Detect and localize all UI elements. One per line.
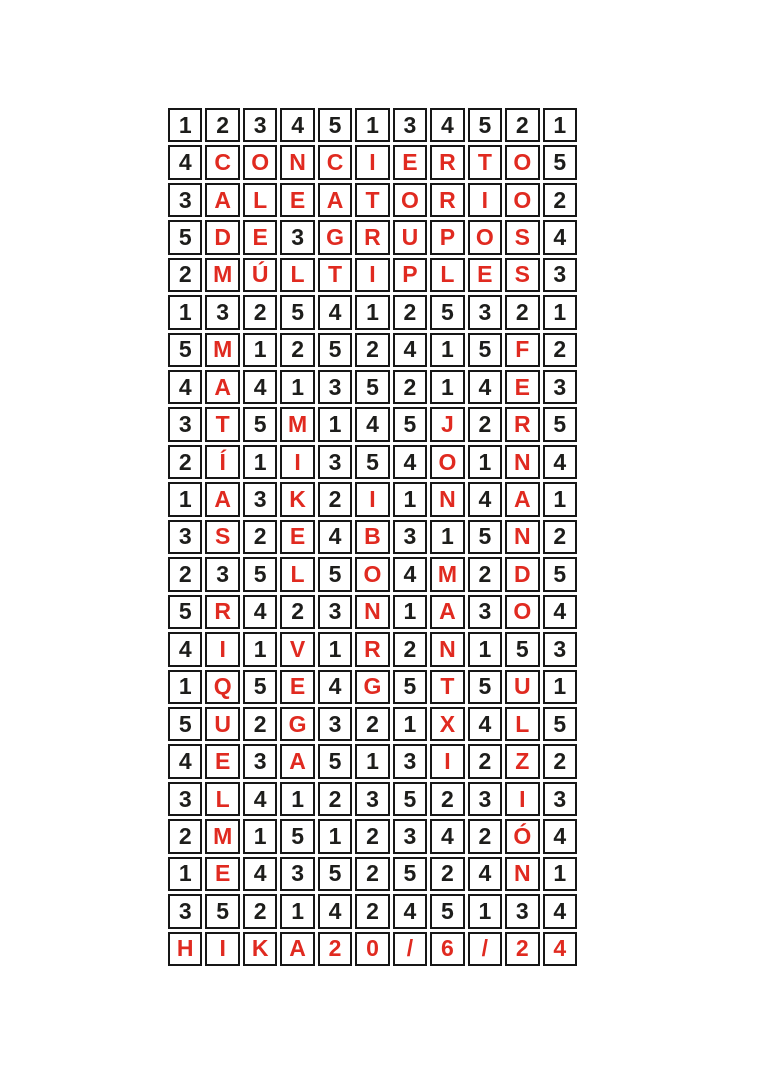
grid-cell: A [205,370,239,404]
grid-cell: 2 [355,894,389,928]
grid-cell: I [205,932,239,966]
grid-cell: 5 [318,333,352,367]
grid-cell: T [318,258,352,292]
grid-cell: 5 [243,407,277,441]
grid-cell: 4 [543,220,577,254]
grid-cell: 2 [393,370,427,404]
grid-cell: 1 [318,632,352,666]
grid-cell: K [280,482,314,516]
grid-cell: 1 [543,670,577,704]
grid-cell: T [355,183,389,217]
grid-cell: N [505,857,539,891]
grid-cell: I [430,744,464,778]
grid-cell: L [430,258,464,292]
grid-cell: 4 [393,333,427,367]
grid-cell: 1 [468,445,502,479]
grid-cell: 3 [168,183,202,217]
grid-cell: 2 [543,744,577,778]
grid-cell: P [393,258,427,292]
grid-cell: E [205,744,239,778]
grid-cell: 2 [205,108,239,142]
grid-cell: G [355,670,389,704]
grid-cell: R [355,220,389,254]
grid-cell: 1 [543,108,577,142]
grid-cell: 5 [168,220,202,254]
grid-cell: 2 [280,595,314,629]
grid-cell: 2 [168,557,202,591]
grid-cell: 4 [468,370,502,404]
grid-cell: 2 [468,744,502,778]
grid-cell: 5 [430,894,464,928]
grid-cell: 3 [543,632,577,666]
grid-cell: U [393,220,427,254]
number-letter-puzzle-grid [168,108,577,966]
grid-cell: 3 [543,370,577,404]
grid-cell: 5 [318,857,352,891]
grid-cell: 5 [243,557,277,591]
grid-cell: H [168,932,202,966]
grid-cell: I [280,445,314,479]
grid-cell: 4 [168,370,202,404]
grid-cell: 4 [430,108,464,142]
grid-cell: 2 [280,333,314,367]
grid-cell: 3 [243,108,277,142]
grid-cell: 2 [243,707,277,741]
grid-cell: M [430,557,464,591]
grid-cell: N [430,632,464,666]
grid-cell: 2 [393,295,427,329]
grid-cell: 5 [318,557,352,591]
grid-cell: 2 [318,482,352,516]
grid-cell: R [430,145,464,179]
grid-cell: M [205,258,239,292]
grid-cell: O [468,220,502,254]
grid-cell: 3 [243,744,277,778]
grid-cell: 5 [393,670,427,704]
grid-cell: 2 [468,557,502,591]
grid-cell: 3 [168,894,202,928]
grid-cell: 3 [355,782,389,816]
grid-cell: I [355,482,389,516]
grid-cell: 2 [393,632,427,666]
grid-cell: S [205,520,239,554]
grid-cell: 5 [468,333,502,367]
grid-cell: I [468,183,502,217]
grid-cell: E [280,520,314,554]
grid-cell: E [243,220,277,254]
grid-cell: / [393,932,427,966]
grid-cell: 1 [393,707,427,741]
grid-cell: 3 [168,407,202,441]
grid-cell: 5 [168,707,202,741]
grid-cell: 4 [543,445,577,479]
grid-cell: 3 [468,295,502,329]
grid-cell: 3 [318,445,352,479]
grid-cell: 3 [243,482,277,516]
grid-cell: M [280,407,314,441]
grid-cell: F [505,333,539,367]
grid-cell: 1 [243,333,277,367]
grid-cell: E [468,258,502,292]
grid-cell: 4 [280,108,314,142]
grid-cell: Z [505,744,539,778]
grid-cell: 3 [505,894,539,928]
grid-cell: I [505,782,539,816]
grid-cell: N [505,445,539,479]
grid-cell: 1 [468,894,502,928]
grid-cell: 1 [243,632,277,666]
grid-cell: 5 [393,782,427,816]
grid-cell: 4 [243,370,277,404]
grid-cell: C [318,145,352,179]
grid-cell: 1 [393,595,427,629]
grid-cell: 2 [168,445,202,479]
grid-cell: 5 [543,145,577,179]
grid-cell: R [205,595,239,629]
grid-cell: 1 [355,108,389,142]
grid-cell: 4 [468,707,502,741]
grid-cell: 3 [393,744,427,778]
grid-cell: A [505,482,539,516]
grid-cell: 1 [243,445,277,479]
grid-cell: 5 [318,744,352,778]
grid-cell: 2 [318,932,352,966]
grid-cell: 5 [468,108,502,142]
grid-cell: L [205,782,239,816]
grid-cell: 3 [318,370,352,404]
grid-cell: 2 [168,258,202,292]
grid-cell: O [505,183,539,217]
grid-cell: 3 [468,782,502,816]
grid-cell: N [280,145,314,179]
grid-cell: 4 [168,145,202,179]
grid-cell: T [468,145,502,179]
grid-cell: R [505,407,539,441]
grid-cell: Q [205,670,239,704]
grid-cell: 2 [243,520,277,554]
grid-cell: I [355,145,389,179]
grid-cell: U [505,670,539,704]
grid-cell: 5 [205,894,239,928]
grid-cell: 2 [505,295,539,329]
grid-cell: R [430,183,464,217]
grid-cell: 2 [243,894,277,928]
grid-cell: 5 [280,819,314,853]
grid-cell: 1 [355,295,389,329]
grid-cell: 1 [543,482,577,516]
grid-cell: L [280,557,314,591]
grid-cell: 0 [355,932,389,966]
grid-cell: B [355,520,389,554]
grid-cell: / [468,932,502,966]
grid-cell: 1 [430,333,464,367]
grid-cell: 4 [318,670,352,704]
grid-cell: 2 [243,295,277,329]
grid-cell: L [243,183,277,217]
grid-cell: L [505,707,539,741]
grid-cell: 4 [543,595,577,629]
grid-cell: X [430,707,464,741]
grid-cell: 4 [318,295,352,329]
grid-cell: A [205,183,239,217]
grid-cell: 1 [280,370,314,404]
grid-cell: 4 [430,819,464,853]
grid-cell: O [505,595,539,629]
grid-cell: Ó [505,819,539,853]
grid-cell: 2 [355,819,389,853]
grid-cell: G [318,220,352,254]
grid-cell: 5 [280,295,314,329]
grid-cell: 3 [393,819,427,853]
grid-cell: 1 [168,670,202,704]
grid-cell: 3 [393,520,427,554]
grid-cell: 3 [168,782,202,816]
grid-cell: 1 [168,857,202,891]
grid-cell: 1 [543,295,577,329]
grid-cell: 2 [543,333,577,367]
grid-cell: 4 [543,894,577,928]
grid-cell: 1 [393,482,427,516]
grid-cell: J [430,407,464,441]
grid-cell: M [205,333,239,367]
grid-cell: S [505,220,539,254]
grid-cell: 2 [505,932,539,966]
grid-cell: 3 [468,595,502,629]
grid-cell: U [205,707,239,741]
grid-cell: A [430,595,464,629]
grid-cell: 3 [205,295,239,329]
grid-cell: 6 [430,932,464,966]
grid-cell: 1 [243,819,277,853]
grid-cell: K [243,932,277,966]
grid-cell: 2 [468,407,502,441]
grid-cell: O [393,183,427,217]
grid-cell: 4 [355,407,389,441]
grid-cell: A [205,482,239,516]
grid-cell: O [243,145,277,179]
grid-cell: D [205,220,239,254]
grid-cell: 3 [280,220,314,254]
grid-cell: 2 [430,857,464,891]
grid-cell: 1 [168,482,202,516]
grid-cell: 5 [543,407,577,441]
grid-cell: 5 [243,670,277,704]
grid-cell: V [280,632,314,666]
grid-cell: 2 [168,819,202,853]
grid-cell: E [205,857,239,891]
grid-cell: 5 [355,370,389,404]
grid-cell: A [318,183,352,217]
grid-cell: O [505,145,539,179]
grid-cell: 2 [355,707,389,741]
grid-cell: O [430,445,464,479]
grid-cell: 1 [318,819,352,853]
grid-cell: 4 [543,932,577,966]
grid-cell: 3 [318,595,352,629]
grid-cell: 5 [393,407,427,441]
grid-cell: E [280,670,314,704]
grid-cell: 4 [393,445,427,479]
grid-cell: 1 [468,632,502,666]
grid-cell: 4 [393,557,427,591]
grid-cell: 4 [543,819,577,853]
grid-cell: 4 [318,520,352,554]
grid-cell: 5 [543,707,577,741]
grid-cell: 4 [318,894,352,928]
grid-cell: 2 [355,857,389,891]
grid-cell: 5 [318,108,352,142]
grid-cell: I [205,632,239,666]
grid-cell: 1 [168,108,202,142]
grid-cell: 1 [543,857,577,891]
grid-cell: L [280,258,314,292]
grid-cell: 1 [280,894,314,928]
grid-cell: S [505,258,539,292]
grid-cell: 3 [543,258,577,292]
grid-cell: N [430,482,464,516]
grid-cell: G [280,707,314,741]
grid-cell: 2 [318,782,352,816]
grid-cell: 5 [355,445,389,479]
grid-cell: R [355,632,389,666]
grid-cell: 4 [168,744,202,778]
grid-cell: 4 [468,482,502,516]
grid-cell: 4 [168,632,202,666]
grid-cell: Ú [243,258,277,292]
grid-cell: 2 [505,108,539,142]
grid-cell: 2 [543,520,577,554]
grid-cell: 3 [280,857,314,891]
grid-cell: 2 [430,782,464,816]
grid-cell: 3 [205,557,239,591]
grid-cell: 1 [430,370,464,404]
grid-cell: 5 [468,520,502,554]
grid-cell: 2 [543,183,577,217]
grid-cell: 1 [280,782,314,816]
grid-cell: I [355,258,389,292]
grid-cell: 4 [243,595,277,629]
grid-cell: 2 [468,819,502,853]
grid-cell: C [205,145,239,179]
grid-cell: 5 [168,595,202,629]
grid-cell: 1 [430,520,464,554]
grid-cell: 4 [393,894,427,928]
grid-cell: 4 [243,857,277,891]
grid-cell: P [430,220,464,254]
grid-cell: 3 [318,707,352,741]
grid-cell: N [505,520,539,554]
grid-cell: N [355,595,389,629]
grid-cell: 5 [168,333,202,367]
grid-cell: Í [205,445,239,479]
grid-cell: 5 [430,295,464,329]
grid-cell: 1 [168,295,202,329]
grid-cell: E [393,145,427,179]
grid-cell: T [430,670,464,704]
grid-cell: 3 [393,108,427,142]
grid-cell: O [355,557,389,591]
grid-cell: A [280,932,314,966]
grid-cell: 3 [543,782,577,816]
grid-cell: 5 [393,857,427,891]
grid-cell: 5 [468,670,502,704]
grid-cell: 1 [355,744,389,778]
grid-cell: A [280,744,314,778]
grid-cell: 1 [318,407,352,441]
grid-cell: 4 [468,857,502,891]
grid-cell: D [505,557,539,591]
grid-cell: 5 [543,557,577,591]
grid-cell: 5 [505,632,539,666]
grid-cell: E [280,183,314,217]
grid-cell: M [205,819,239,853]
grid-cell: T [205,407,239,441]
grid-cell: 4 [243,782,277,816]
grid-cell: 2 [355,333,389,367]
grid-cell: 3 [168,520,202,554]
grid-cell: E [505,370,539,404]
